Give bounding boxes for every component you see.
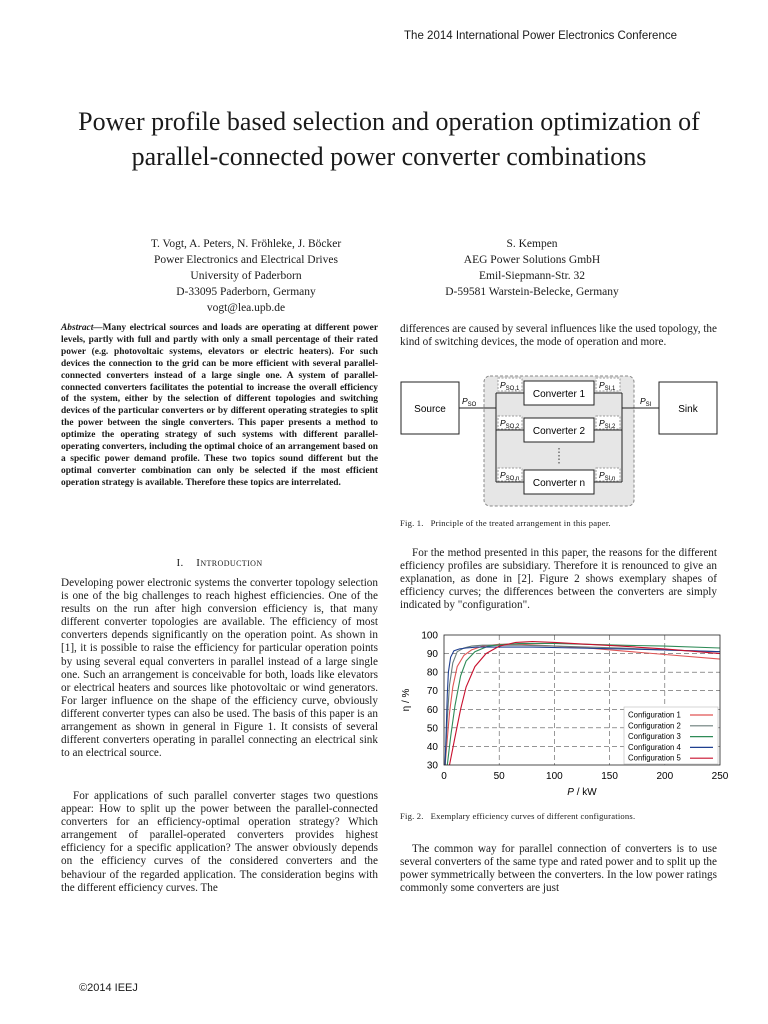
- figure-1-diagram: [400, 374, 718, 510]
- caption-text: Principle of the treated arrangement in this paper.: [430, 518, 611, 528]
- copyright-footer: ©2014 IEEJ: [79, 982, 138, 994]
- y-tick-label: 50: [426, 723, 438, 735]
- y-tick-label: 30: [426, 760, 438, 772]
- x-tick-label: 200: [656, 771, 674, 782]
- label-pso1: $P_{SO,1}$: [500, 380, 520, 392]
- y-tick-label: 100: [421, 630, 438, 642]
- y-tick-label: 40: [426, 741, 438, 753]
- legend-label: Configuration 1: [628, 710, 681, 720]
- chart-y-axis-label: η / %: [401, 688, 412, 712]
- y-tick-label: 90: [426, 649, 438, 661]
- author-city: D-33095 Paderborn, Germany: [176, 286, 316, 298]
- label-psi1: $P_{SI,1}$: [599, 380, 616, 392]
- section-heading-introduction: [61, 557, 378, 569]
- figure-1-caption: [400, 518, 717, 528]
- caption-label: Fig. 1.: [400, 518, 424, 528]
- section-numeral: I.: [176, 557, 184, 569]
- abstract-text: Many electrical sources and loads are operating at different power levels, partly with full and partly with only a small percentage of their rated power (e.g. photovoltaic systems, elevators or electric heaters). For such devices the connection to the grid can be more efficient with several parallel-connected converters instead of a large single one. A system of parallel-connected converters facilitates the potential to increase the overall efficiency of the system, either by the selection of different topologies and switching devices of the particular converters or by different operating strategies to split the power between the single converters. This paper presents a method to optimize the operating strategy of such systems with different parallel-operating converters, including the optimal choice of an arrangement based on a specific power demand profile. These two topics sound different but the optimal converter combination can only be selected if the most efficient operation strategy is available. Therefore these topics are interrelated.: [61, 323, 378, 488]
- converter-2-label: Converter 2: [532, 426, 586, 437]
- author-names: T. Vogt, A. Peters, N. Fröhleke, J. Böcker: [150, 238, 342, 250]
- legend-label: Configuration 3: [628, 732, 681, 742]
- y-tick-label: 60: [426, 704, 438, 716]
- author-street: Emil-Siepmann-Str. 32: [478, 270, 586, 282]
- caption-label: Fig. 2.: [400, 811, 424, 821]
- legend-label: Configuration 5: [628, 753, 681, 763]
- x-tick-label: 250: [711, 771, 728, 782]
- author-company: AEG Power Solutions GmbH: [463, 254, 601, 266]
- author-univ: University of Paderborn: [190, 270, 302, 282]
- legend-label: Configuration 4: [628, 742, 681, 752]
- author-block-right: [400, 236, 664, 300]
- author-email: vogt@lea.upb.de: [206, 302, 286, 314]
- converter-n-label: Converter n: [532, 478, 586, 489]
- abstract-label: Abstract—: [61, 323, 103, 333]
- label-pson: $P_{SO,n}$: [500, 470, 520, 482]
- right-paragraph-2: For the method presented in this paper, the reasons for the different efficiency profiles are subsidiary. Therefore it is renounced to give an explanation, as done in [2]. Figure 2 shows exemplary shapes of efficiency curves; the differences between the converters are simply indicated by "configuration".: [400, 547, 717, 612]
- author-block-left: [96, 236, 396, 316]
- abstract: [61, 323, 378, 490]
- legend-label: Configuration 2: [628, 721, 681, 731]
- x-tick-label: 50: [493, 771, 505, 782]
- converter-1-label: Converter 1: [532, 389, 586, 400]
- label-pso2: $P_{SO,2}$: [500, 418, 520, 430]
- chart-x-axis-label: P / kW: [567, 787, 597, 798]
- label-psin: $P_{SI,n}$: [599, 470, 616, 482]
- x-tick-label: 0: [441, 771, 447, 782]
- author-dept: Power Electronics and Electrical Drives: [154, 254, 338, 266]
- paper-title: Power profile based selection and operation optimization of parallel-connected power converter combinations: [78, 107, 700, 171]
- intro-paragraph-2: For applications of such parallel converter stages two questions appear: How to split up the power between the parallel-connected converters for an efficiency-optimal operation strategy? Which arrangement of parallel-operated converters provides highest efficiency for a specific application? The answer obviously depends on the efficiency curves of the considered converters and the behaviour of the regarded application. The consideration begins with the different efficiency curves. The: [61, 790, 378, 894]
- label-psi: $P_{SI}$: [640, 396, 652, 408]
- y-tick-label: 70: [426, 686, 438, 698]
- label-psi2: $P_{SI,2}$: [599, 418, 616, 430]
- author-city: D-59581 Warstein-Belecke, Germany: [445, 286, 619, 298]
- author-names: S. Kempen: [506, 238, 558, 250]
- x-tick-label: 100: [546, 771, 563, 782]
- intro-paragraph-1: Developing power electronic systems the converter topology selection is one of the big challenges to reach highest efficiencies. One of the results on the run after high conversion efficiency is, that many different converter topologies are available. The efficiency of most converters depends significantly on the operation point. As shown in [1], it is possible to raise the efficiency for particular operation points by using several equal converters in parallel instead of a large single one. Such an arrangement is conceivable for both, loads like elevators or electrical heaters and sources like photovoltaic or wind generators. For larger influence on the shape of the efficiency curve, obviously different converter types can also be used. The basis of this paper is an arrangement as shown in general in Figure 1. It consists of several different converters operating in parallel connecting an electrical sink to an electrical source.: [61, 577, 378, 760]
- right-paragraph-3: The common way for parallel connection of converters is to use several converters of the same type and rated power and to split up the power symmetrically between the converters. In the low power ratings commonly some converters are just: [400, 843, 717, 895]
- figure-2-efficiency-chart: [398, 627, 728, 803]
- right-paragraph-1: differences are caused by several influences like the used topology, the kind of switching devices, the mode of operation and more.: [400, 323, 717, 349]
- source-label: Source: [414, 404, 446, 415]
- section-title: Introduction: [196, 557, 263, 569]
- caption-text: Exemplary efficiency curves of different configurations.: [430, 811, 636, 821]
- y-tick-label: 80: [426, 667, 438, 679]
- sink-label: Sink: [678, 404, 698, 415]
- figure-2-caption: [400, 811, 717, 821]
- label-pso: $P_{SO}$: [462, 396, 477, 408]
- x-tick-label: 150: [601, 771, 618, 782]
- conference-header: The 2014 International Power Electronics Conference: [404, 30, 677, 42]
- chart-legend: [624, 707, 718, 764]
